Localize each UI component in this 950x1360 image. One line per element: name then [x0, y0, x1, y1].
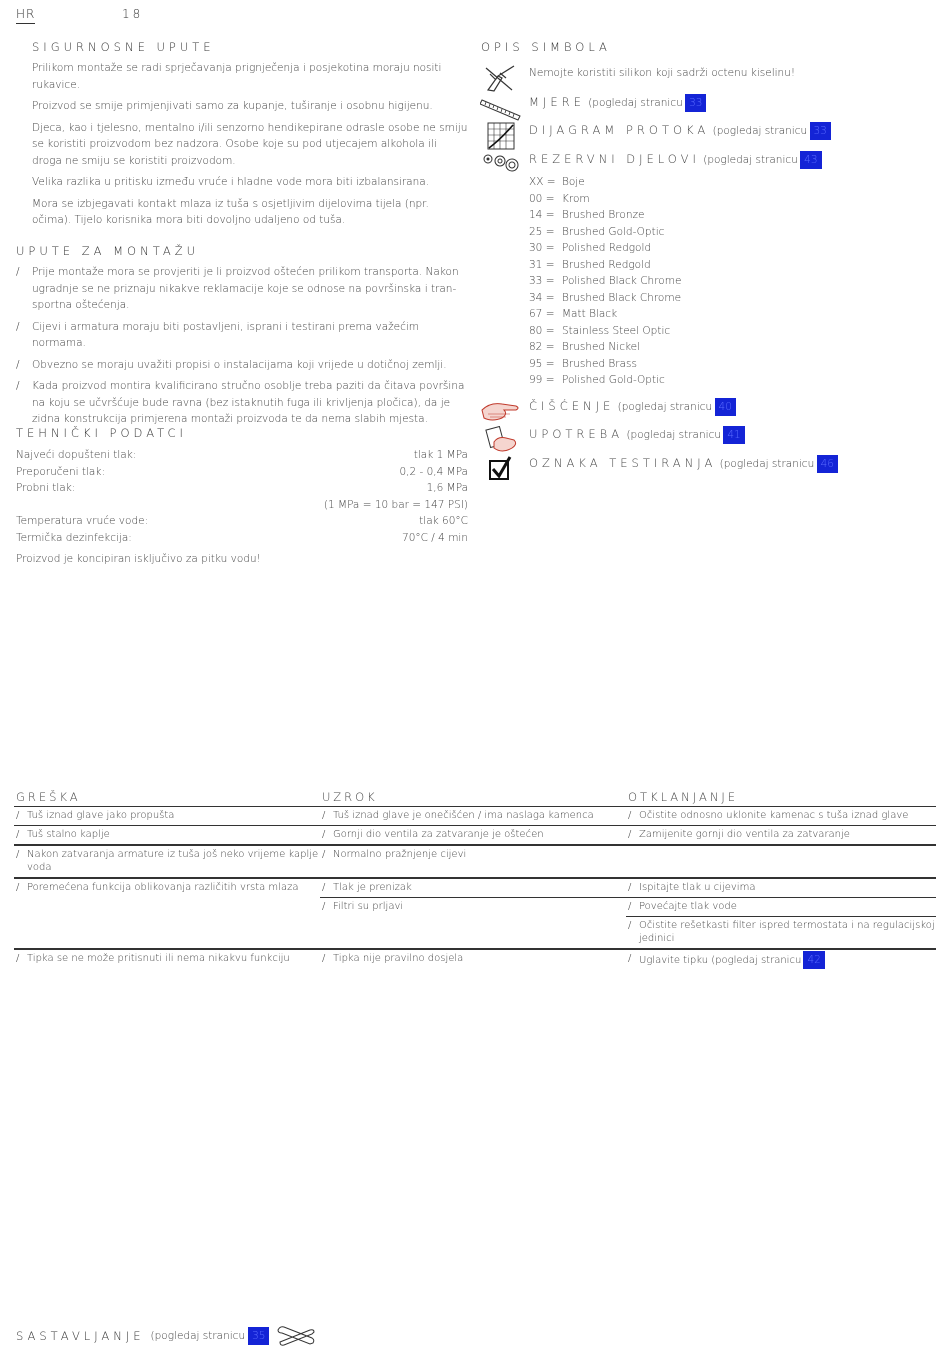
finish-item — [529, 273, 681, 290]
usage-hand-icon — [480, 426, 522, 454]
symbol-oznaka — [480, 455, 837, 483]
tech-row — [16, 497, 468, 514]
troubleshooting-table — [14, 790, 936, 971]
oznaka-label: OZNAKA TESTIRANJA — [529, 456, 717, 470]
flow-chart-icon — [480, 122, 522, 150]
finish-item — [529, 240, 681, 257]
assembly-label: SASTAVLJANJE — [16, 1329, 145, 1343]
finish-code: 67 = — [529, 308, 555, 320]
symbols-title: OPIS SIMBOLA — [481, 40, 611, 54]
tech-label: Najveći dopušteni tlak: — [16, 449, 137, 461]
finish-name: Krom — [562, 192, 590, 205]
finish-item — [529, 372, 681, 389]
wrench-icon — [276, 1324, 316, 1348]
header-fix: OTKLANJANJE — [626, 790, 936, 807]
page-link-tipka[interactable]: 42 — [804, 952, 823, 968]
finish-item — [529, 339, 681, 356]
finish-item — [529, 257, 681, 274]
mounting-item: / Cijevi i armatura moraju biti postavljeni, isprani i testirani prema važećim normama. — [16, 319, 468, 352]
finish-code: 33 = — [529, 275, 555, 287]
language-code: HR — [16, 7, 35, 24]
ref-text: (pogledaj stranicu — [626, 429, 721, 441]
tech-row — [16, 530, 468, 547]
finish-name: Brushed Gold-Optic — [562, 225, 665, 238]
finish-item — [529, 290, 681, 307]
page-link-rezervni[interactable]: 43 — [801, 152, 820, 168]
dijagram-label: DIJAGRAM PROTOKA — [529, 123, 710, 137]
page-link-assembly[interactable]: 35 — [249, 1328, 268, 1344]
mounting-title: UPUTE ZA MONTAŽU — [16, 244, 199, 258]
fix-cell: / Zamijenite gornji dio ventila za zatvaranje — [626, 826, 936, 844]
finish-name: Matt Black — [562, 308, 618, 320]
tech-row — [16, 464, 468, 481]
fix-cell: / Očistite rešetkasti filter ispred termostata i na regulacijskoj jedinici — [626, 917, 936, 948]
safety-paragraph: Prilikom montaže se radi sprječavanja prignječenja i posjekotina moraju nositi rukavice. — [32, 62, 442, 91]
finish-code: 31 = — [529, 258, 555, 271]
table-row — [14, 826, 936, 846]
finish-code: 25 = — [529, 225, 555, 238]
tech-table — [16, 447, 468, 568]
rezervni-label: REZERVNI DJELOVI — [529, 152, 700, 166]
cleaning-hand-icon — [480, 398, 522, 426]
safety-paragraph: Proizvod se smije primjenjivati samo za kupanje, tuširanje i osobnu higijenu. — [32, 100, 433, 112]
fault-cell: / Tuš stalno kaplje — [14, 826, 320, 844]
finish-code: 99 = — [529, 374, 555, 386]
ref-text: (pogledaj stranicu — [703, 154, 798, 166]
silicone-warning: Nemojte koristiti silikon koji sadrži octenu kiselinu! — [529, 67, 796, 79]
fault-cell: / Nakon zatvaranja armature iz tuša još neko vrijeme kaplje voda — [14, 846, 320, 877]
safety-paragraph: Velika razlika u pritisku između vruće i hladne vode mora biti izbalansirana. — [32, 176, 430, 188]
tech-label: Termička dezinfekcija: — [16, 531, 132, 544]
tech-value: 0,2 - 0,4 MPa — [399, 465, 468, 478]
ruler-icon — [480, 94, 522, 122]
finish-name: Polished Black Chrome — [562, 275, 682, 287]
ref-text: (pogledaj stranicu — [712, 125, 808, 137]
fault-cell: / Poremećena funkcija oblikovanja različitih vrsta mlaza — [14, 879, 320, 897]
cause-cell: / Normalno pražnjenje cijevi — [320, 846, 626, 864]
ref-text: (pogledaj stranicu — [617, 401, 713, 413]
page-link-dijagram[interactable]: 33 — [811, 123, 830, 139]
finish-item — [529, 356, 681, 373]
finish-code: 00 = — [529, 192, 555, 205]
tech-value: 1,6 MPa — [426, 482, 468, 494]
finish-name: Boje — [562, 176, 585, 188]
header-fault: GREŠKA — [14, 790, 320, 807]
finish-name: Brushed Bronze — [562, 209, 645, 221]
spare-parts-icon — [480, 151, 522, 179]
header-cause: UZROK — [320, 790, 626, 807]
finish-item — [529, 174, 681, 191]
cause-cell: / Filtri su prljavi — [320, 898, 626, 916]
symbol-silicone — [480, 64, 795, 92]
page-number: 18 — [122, 7, 144, 21]
fix-cell: / Očistite odnosno uklonite kamenac s tuša iznad glave — [626, 807, 936, 825]
fix-text: Uglavite tipku (pogledaj stranicu — [639, 955, 802, 966]
finish-name: Brushed Black Chrome — [562, 291, 682, 304]
symbol-upotreba — [480, 426, 744, 454]
cause-cell: / Tuš iznad glave je onečišćen / ima naslaga kamenca — [320, 807, 626, 825]
finish-name: Polished Redgold — [562, 242, 652, 254]
fix-cell — [626, 950, 936, 971]
table-row — [14, 845, 936, 878]
finish-item — [529, 224, 681, 241]
table-row — [14, 807, 936, 826]
table-header-row — [14, 790, 936, 807]
ciscenje-label: ČIŠĆENJE — [529, 399, 615, 413]
assembly-footer — [16, 1324, 316, 1348]
finish-code: 95 = — [529, 357, 555, 370]
page-link-ciscenje[interactable]: 40 — [716, 399, 735, 415]
tech-row — [16, 447, 468, 464]
safety-paragraph: Mora se izbjegavati kontakt mlaza iz tuša s osjetljivim dijelovima tijela (npr. očima). Tijelo korisnika mora biti dovoljno udaljeno od tuša. — [32, 197, 429, 226]
tech-label: Probni tlak: — [16, 482, 76, 494]
tech-title: TEHNIČKI PODATCI — [16, 426, 187, 440]
upotreba-label: UPOTREBA — [529, 427, 624, 441]
ref-text: (pogledaj stranicu — [150, 1330, 246, 1342]
tech-row — [16, 480, 468, 497]
finish-item — [529, 207, 681, 224]
fix-cell: / Povećajte tlak vode — [626, 898, 936, 916]
page-link-mjere[interactable]: 33 — [686, 95, 705, 111]
tech-label: Temperatura vruće vode: — [16, 515, 149, 527]
safety-text — [32, 60, 468, 234]
table-row — [14, 949, 936, 971]
finish-name: Brushed Nickel — [562, 341, 641, 353]
finish-item — [529, 323, 681, 340]
mounting-item: / Obvezno se moraju uvažiti propisi o instalacijama koji vrijede u dotičnoj zemlji. — [16, 357, 468, 374]
checkbox-icon — [480, 455, 522, 483]
finish-item — [529, 191, 681, 208]
finish-code: 30 = — [529, 242, 555, 254]
tech-value: tlak 60°C — [419, 515, 468, 527]
symbol-mjere — [480, 94, 705, 122]
finish-code: 82 = — [529, 341, 555, 353]
tech-note: Proizvod je koncipiran isključivo za pitku vodu! — [16, 553, 261, 565]
finish-list — [529, 174, 681, 389]
finish-code: XX = — [529, 176, 556, 188]
table-row — [14, 878, 936, 898]
finish-code: 14 = — [529, 209, 555, 221]
mounting-item: / Prije montaže mora se provjeriti je li proizvod oštećen prilikom transporta. Nakon ugradnje se ne priznaju nikakve reklamacije koje se odnose na površinska i tran-sportna oštećenja. — [16, 264, 468, 314]
tech-value: 70°C / 4 min — [402, 531, 468, 544]
safety-paragraph: Djeca, kao i tjelesno, mentalno i/ili senzorno hendikepirane odrasle osobe ne smiju se koristiti proizvodom bez nadzora. Osobe koje su pod utjecajem alkohola ili droga ne smiju se koristiti proizvodom. — [32, 121, 468, 167]
tech-value: (1 MPa = 10 bar = 147 PSI) — [323, 498, 468, 511]
fault-cell: / Tipka se ne može pritisnuti ili nema nikakvu funkciju — [14, 950, 320, 968]
finish-name: Brushed Redgold — [562, 258, 651, 271]
cause-cell: / Gornji dio ventila za zatvaranje je oštećen — [320, 826, 626, 844]
finish-name: Polished Gold-Optic — [562, 374, 665, 386]
mjere-label: MJERE — [529, 95, 585, 109]
fix-cell: / Ispitajte tlak u cijevima — [626, 879, 936, 897]
finish-item — [529, 306, 681, 323]
ref-text: (pogledaj stranicu — [719, 458, 815, 470]
symbol-dijagram — [480, 122, 830, 150]
finish-name: Brushed Brass — [562, 357, 638, 370]
page-link-upotreba[interactable]: 41 — [724, 427, 743, 443]
ref-text: (pogledaj stranicu — [588, 97, 683, 109]
tech-value: tlak 1 MPa — [413, 449, 468, 461]
symbol-ciscenje — [480, 398, 735, 426]
tech-row — [16, 513, 468, 530]
fault-cell: / Tuš iznad glave jako propušta — [14, 807, 320, 825]
page-link-oznaka[interactable]: 46 — [818, 456, 837, 472]
safety-title: SIGURNOSNE UPUTE — [32, 40, 215, 54]
silicone-gun-icon — [480, 64, 522, 92]
mounting-list — [16, 264, 468, 433]
finish-code: 34 = — [529, 291, 555, 304]
tech-label: Preporučeni tlak: — [16, 465, 105, 478]
mounting-item: / Kada proizvod montira kvalificirano stručno osoblje treba paziti da čitava površina na koju se učvršćuje bude ravna (bez istaknutih fuga ili krivljenja pločica), da je zidna konstrukcija primjerena montaži proizvoda te da nema slabih mjesta. — [16, 378, 468, 428]
cause-cell: / Tipka nije pravilno dosjela — [320, 950, 626, 968]
finish-name: Stainless Steel Optic — [562, 324, 671, 337]
finish-code: 80 = — [529, 324, 555, 337]
cause-cell: / Tlak je prenizak — [320, 879, 626, 897]
